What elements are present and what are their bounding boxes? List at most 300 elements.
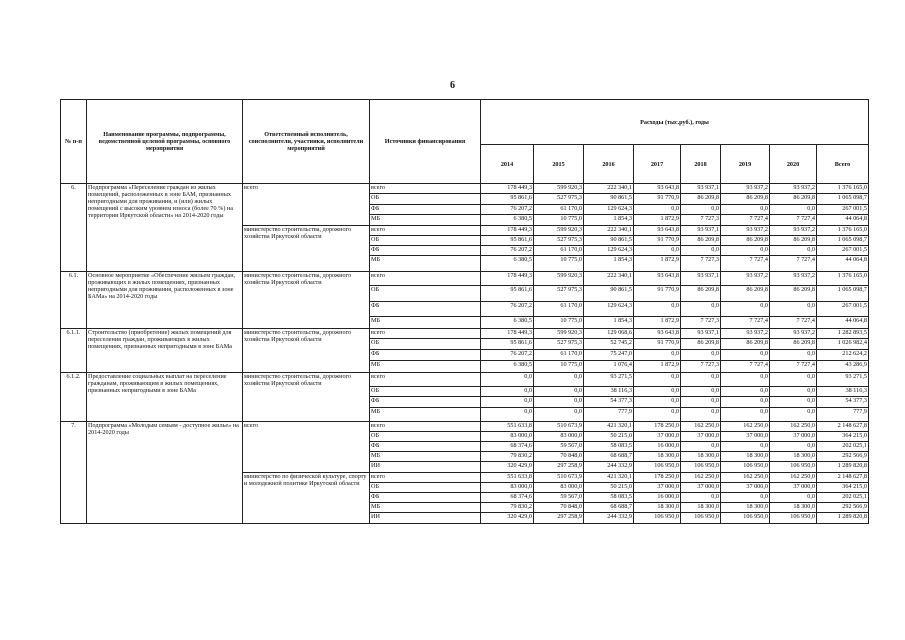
- amount-cell: 37 000,0: [770, 432, 817, 442]
- funding-source: МБ: [370, 256, 481, 272]
- amount-cell: 93 937,1: [681, 272, 721, 286]
- header-year: 2018: [681, 145, 721, 184]
- amount-cell: 86 209,8: [721, 286, 770, 302]
- program-name: Предоставление социальных выплат на переселение гражданам, проживающим в жилых помещениях, признанных непригодными в зоне БАМа: [87, 373, 243, 422]
- amount-cell: 93 937,2: [721, 329, 770, 339]
- amount-cell: 37 000,0: [634, 432, 681, 442]
- amount-cell: 68 374,6: [481, 493, 534, 503]
- header-year: 2016: [584, 145, 634, 184]
- amount-cell: 178 449,3: [481, 226, 534, 236]
- amount-cell: 0,0: [681, 397, 721, 408]
- amount-cell: 86 209,8: [770, 236, 817, 246]
- total-cell: 1 026 982,4: [817, 339, 869, 350]
- amount-cell: 83 000,0: [534, 483, 584, 493]
- amount-cell: 106 950,0: [721, 513, 770, 524]
- amount-cell: 50 215,0: [584, 432, 634, 442]
- total-cell: 2 148 627,8: [817, 422, 869, 432]
- header-expenses: Расходы (тыс.руб.), годы: [481, 100, 869, 145]
- amount-cell: 59 567,0: [534, 493, 584, 503]
- amount-cell: 162 250,0: [770, 422, 817, 432]
- total-cell: 202 025,1: [817, 493, 869, 503]
- amount-cell: 551 633,8: [481, 422, 534, 432]
- amount-cell: 6 380,5: [481, 256, 534, 272]
- table-row: [61, 184, 869, 194]
- amount-cell: 244 332,9: [584, 462, 634, 473]
- amount-cell: 79 830,2: [481, 452, 534, 462]
- amount-cell: 90 861,5: [584, 236, 634, 246]
- amount-cell: 86 209,8: [770, 339, 817, 350]
- header-year: 2015: [534, 145, 584, 184]
- funding-source: МБ: [370, 317, 481, 329]
- amount-cell: 510 673,9: [534, 473, 584, 483]
- funding-source: МБ: [370, 452, 481, 462]
- amount-cell: 10 775,0: [534, 215, 584, 226]
- amount-cell: 18 300,0: [634, 452, 681, 462]
- amount-cell: 95 861,6: [481, 286, 534, 302]
- program-name: Основное мероприятие «Обеспечение жильем граждан, проживающих в жилых помещениях, признанных непригодными для проживания, расположенных в зоне БАМа» на 2014-2020 годы: [87, 272, 243, 329]
- table-body: [61, 184, 869, 524]
- amount-cell: 106 950,0: [681, 513, 721, 524]
- amount-cell: 222 340,1: [584, 272, 634, 286]
- funding-source: МБ: [370, 361, 481, 373]
- amount-cell: 91 770,9: [634, 286, 681, 302]
- amount-cell: 86 209,8: [721, 194, 770, 205]
- amount-cell: 599 920,3: [534, 329, 584, 339]
- amount-cell: 0,0: [721, 302, 770, 317]
- amount-cell: 0,0: [634, 387, 681, 397]
- amount-cell: 68 374,6: [481, 442, 534, 452]
- amount-cell: 1 872,9: [634, 361, 681, 373]
- amount-cell: 527 975,3: [534, 339, 584, 350]
- total-cell: 1 065 098,7: [817, 236, 869, 246]
- page-number: 6: [450, 80, 455, 91]
- amount-cell: 0,0: [481, 408, 534, 422]
- executor: министерство строительства, дорожного хозяйства Иркутской области: [243, 226, 370, 272]
- header-source: Источники финансирования: [370, 100, 481, 184]
- amount-cell: 129 624,3: [584, 302, 634, 317]
- amount-cell: 95 861,6: [481, 236, 534, 246]
- total-cell: 93 271,5: [817, 373, 869, 387]
- amount-cell: 93 937,1: [681, 226, 721, 236]
- executor: всего: [243, 422, 370, 473]
- amount-cell: 0,0: [481, 387, 534, 397]
- amount-cell: 599 920,3: [534, 272, 584, 286]
- amount-cell: 0,0: [770, 373, 817, 387]
- amount-cell: 83 000,0: [481, 483, 534, 493]
- amount-cell: 0,0: [770, 493, 817, 503]
- header-year: 2020: [770, 145, 817, 184]
- amount-cell: 162 250,0: [721, 473, 770, 483]
- total-cell: 43 286,9: [817, 361, 869, 373]
- funding-source: ИИ: [370, 513, 481, 524]
- amount-cell: 86 209,8: [721, 236, 770, 246]
- amount-cell: 297 258,9: [534, 462, 584, 473]
- amount-cell: 527 975,3: [534, 236, 584, 246]
- amount-cell: 0,0: [634, 350, 681, 361]
- amount-cell: 91 770,9: [634, 236, 681, 246]
- total-cell: 54 377,3: [817, 397, 869, 408]
- amount-cell: 90 861,5: [584, 194, 634, 205]
- amount-cell: 6 380,5: [481, 317, 534, 329]
- amount-cell: 0,0: [721, 408, 770, 422]
- amount-cell: 0,0: [681, 442, 721, 452]
- amount-cell: 0,0: [721, 442, 770, 452]
- amount-cell: 599 920,3: [534, 226, 584, 236]
- amount-cell: 76 207,2: [481, 350, 534, 361]
- amount-cell: 37 000,0: [770, 483, 817, 493]
- executor: министерство строительства, дорожного хозяйства Иркутской области: [243, 373, 370, 422]
- funding-source: ФБ: [370, 442, 481, 452]
- funding-source: ФБ: [370, 397, 481, 408]
- amount-cell: 7 727,4: [721, 317, 770, 329]
- funding-source: ОБ: [370, 483, 481, 493]
- amount-cell: 0,0: [634, 408, 681, 422]
- amount-cell: 106 950,0: [770, 462, 817, 473]
- amount-cell: 86 209,8: [770, 286, 817, 302]
- row-number: 7.: [61, 422, 87, 524]
- amount-cell: 10 775,0: [534, 361, 584, 373]
- amount-cell: 106 950,0: [634, 462, 681, 473]
- amount-cell: 58 083,5: [584, 493, 634, 503]
- amount-cell: 0,0: [634, 205, 681, 215]
- amount-cell: 7 727,4: [770, 256, 817, 272]
- funding-source: ОБ: [370, 194, 481, 205]
- program-name: Подпрограмма «Молодым семьям - доступное жилье» на 2014-2020 годы: [87, 422, 243, 524]
- amount-cell: 6 380,5: [481, 215, 534, 226]
- amount-cell: 91 770,9: [634, 194, 681, 205]
- amount-cell: 37 000,0: [721, 483, 770, 493]
- amount-cell: 79 830,2: [481, 503, 534, 513]
- funding-source: ОБ: [370, 432, 481, 442]
- total-cell: 1 376 165,0: [817, 226, 869, 236]
- executor: министерство строительства, дорожного хозяйства Иркутской области: [243, 329, 370, 373]
- total-cell: 1 289 820,8: [817, 462, 869, 473]
- amount-cell: 83 000,0: [481, 432, 534, 442]
- amount-cell: 162 250,0: [770, 473, 817, 483]
- amount-cell: 86 209,8: [681, 339, 721, 350]
- amount-cell: 86 209,8: [721, 339, 770, 350]
- header-name: Наименование программы, подпрограммы, ведомственной целевой программы, основного мероприятия: [87, 100, 243, 184]
- amount-cell: 83 000,0: [534, 432, 584, 442]
- amount-cell: 93 937,1: [681, 184, 721, 194]
- amount-cell: 0,0: [770, 408, 817, 422]
- total-cell: 1 065 098,7: [817, 194, 869, 205]
- amount-cell: 599 920,3: [534, 184, 584, 194]
- amount-cell: 16 000,0: [634, 442, 681, 452]
- funding-source: ФБ: [370, 493, 481, 503]
- amount-cell: 93 643,8: [634, 272, 681, 286]
- amount-cell: 37 000,0: [681, 483, 721, 493]
- amount-cell: 76 207,2: [481, 205, 534, 215]
- amount-cell: 37 000,0: [634, 483, 681, 493]
- amount-cell: 0,0: [481, 373, 534, 387]
- amount-cell: 178 449,3: [481, 329, 534, 339]
- funding-source: всего: [370, 422, 481, 432]
- funding-source: всего: [370, 226, 481, 236]
- amount-cell: 0,0: [721, 205, 770, 215]
- table-row: [61, 373, 869, 387]
- amount-cell: 527 975,3: [534, 194, 584, 205]
- amount-cell: 7 727,3: [681, 361, 721, 373]
- amount-cell: 93 937,2: [721, 184, 770, 194]
- amount-cell: 0,0: [721, 493, 770, 503]
- amount-cell: 0,0: [770, 246, 817, 256]
- executor: министерство строительства, дорожного хозяйства Иркутской области: [243, 272, 370, 329]
- table-row: [61, 272, 869, 286]
- header-executor: Ответственный исполнитель, соисполнители, участники, исполнители мероприятий: [243, 100, 370, 184]
- amount-cell: 0,0: [534, 387, 584, 397]
- amount-cell: 0,0: [534, 397, 584, 408]
- total-cell: 267 001,5: [817, 205, 869, 215]
- amount-cell: 7 727,4: [770, 215, 817, 226]
- amount-cell: 0,0: [681, 205, 721, 215]
- amount-cell: 1 872,9: [634, 215, 681, 226]
- amount-cell: 90 861,5: [584, 286, 634, 302]
- amount-cell: 129 068,6: [584, 329, 634, 339]
- row-number: 6.1.1.: [61, 329, 87, 373]
- amount-cell: 178 250,0: [634, 422, 681, 432]
- amount-cell: 7 727,4: [770, 317, 817, 329]
- amount-cell: 93 937,2: [721, 272, 770, 286]
- funding-source: МБ: [370, 215, 481, 226]
- amount-cell: 0,0: [721, 373, 770, 387]
- amount-cell: 0,0: [681, 246, 721, 256]
- amount-cell: 61 170,0: [534, 246, 584, 256]
- amount-cell: 86 209,8: [770, 194, 817, 205]
- funding-source: всего: [370, 473, 481, 483]
- amount-cell: 222 340,1: [584, 184, 634, 194]
- funding-source: ОБ: [370, 236, 481, 246]
- amount-cell: 1 872,9: [634, 256, 681, 272]
- amount-cell: 6 380,5: [481, 361, 534, 373]
- amount-cell: 0,0: [534, 373, 584, 387]
- amount-cell: 0,0: [770, 350, 817, 361]
- amount-cell: 50 215,0: [584, 483, 634, 493]
- funding-source: ФБ: [370, 350, 481, 361]
- amount-cell: 0,0: [770, 205, 817, 215]
- amount-cell: 129 624,3: [584, 205, 634, 215]
- amount-cell: 93 937,2: [770, 272, 817, 286]
- amount-cell: 61 170,0: [534, 205, 584, 215]
- amount-cell: 178 449,3: [481, 272, 534, 286]
- funding-source: всего: [370, 272, 481, 286]
- funding-source: ФБ: [370, 302, 481, 317]
- amount-cell: 0,0: [770, 397, 817, 408]
- total-cell: 267 001,5: [817, 302, 869, 317]
- total-cell: 38 116,3: [817, 387, 869, 397]
- amount-cell: 70 848,0: [534, 452, 584, 462]
- funding-source: ОБ: [370, 387, 481, 397]
- amount-cell: 129 624,3: [584, 246, 634, 256]
- amount-cell: 95 861,6: [481, 339, 534, 350]
- amount-cell: 0,0: [721, 387, 770, 397]
- total-cell: 1 376 165,0: [817, 272, 869, 286]
- amount-cell: 18 300,0: [681, 452, 721, 462]
- amount-cell: 76 207,2: [481, 246, 534, 256]
- amount-cell: 93 937,2: [770, 226, 817, 236]
- amount-cell: 16 000,0: [634, 493, 681, 503]
- header-year: 2014: [481, 145, 534, 184]
- amount-cell: 86 209,8: [681, 194, 721, 205]
- header-year: 2019: [721, 145, 770, 184]
- amount-cell: 0,0: [770, 442, 817, 452]
- amount-cell: 52 745,2: [584, 339, 634, 350]
- amount-cell: 777,9: [584, 408, 634, 422]
- amount-cell: 59 567,0: [534, 442, 584, 452]
- amount-cell: 93 937,2: [721, 226, 770, 236]
- amount-cell: 1 854,3: [584, 215, 634, 226]
- total-cell: 1 282 893,5: [817, 329, 869, 339]
- amount-cell: 297 258,9: [534, 513, 584, 524]
- total-cell: 292 566,9: [817, 503, 869, 513]
- amount-cell: 18 300,0: [770, 452, 817, 462]
- amount-cell: 7 727,3: [681, 317, 721, 329]
- amount-cell: 93 271,5: [584, 373, 634, 387]
- amount-cell: 0,0: [681, 387, 721, 397]
- amount-cell: 162 250,0: [681, 422, 721, 432]
- total-cell: 1 289 820,8: [817, 513, 869, 524]
- amount-cell: 551 633,8: [481, 473, 534, 483]
- total-cell: 44 064,8: [817, 215, 869, 226]
- budget-table: [60, 99, 869, 524]
- amount-cell: 10 775,0: [534, 317, 584, 329]
- funding-source: всего: [370, 329, 481, 339]
- amount-cell: 0,0: [721, 246, 770, 256]
- header-total: Всего: [817, 145, 869, 184]
- total-cell: 202 025,1: [817, 442, 869, 452]
- amount-cell: 61 170,0: [534, 302, 584, 317]
- funding-source: ОБ: [370, 286, 481, 302]
- amount-cell: 0,0: [681, 373, 721, 387]
- amount-cell: 1 872,9: [634, 317, 681, 329]
- amount-cell: 222 340,1: [584, 226, 634, 236]
- total-cell: 1 376 165,0: [817, 184, 869, 194]
- amount-cell: 95 861,6: [481, 194, 534, 205]
- amount-cell: 37 000,0: [681, 432, 721, 442]
- amount-cell: 1 076,4: [584, 361, 634, 373]
- amount-cell: 75 247,0: [584, 350, 634, 361]
- table-row: [61, 329, 869, 339]
- amount-cell: 93 643,8: [634, 329, 681, 339]
- table-row: [61, 422, 869, 432]
- amount-cell: 244 332,9: [584, 513, 634, 524]
- amount-cell: 0,0: [634, 373, 681, 387]
- program-name: Подпрограмма «Переселение граждан из жилых помещений, расположенных в зоне БАМ, признанных непригодными для проживания, и (или) жилых помещений с высоким уровнем износа (более 70 %) на территории Иркутской области» на 2014-2020 годы: [87, 184, 243, 272]
- executor: министерство по физической культуре, спорту и молодежной политике Иркутской области: [243, 473, 370, 524]
- amount-cell: 106 950,0: [770, 513, 817, 524]
- amount-cell: 54 377,3: [584, 397, 634, 408]
- amount-cell: 106 950,0: [721, 462, 770, 473]
- amount-cell: 61 170,0: [534, 350, 584, 361]
- amount-cell: 0,0: [721, 397, 770, 408]
- total-cell: 1 065 098,7: [817, 286, 869, 302]
- amount-cell: 7 727,3: [681, 256, 721, 272]
- total-cell: 44 064,8: [817, 317, 869, 329]
- amount-cell: 320 429,0: [481, 462, 534, 473]
- amount-cell: 0,0: [681, 350, 721, 361]
- row-number: 6.: [61, 184, 87, 272]
- amount-cell: 86 209,8: [681, 236, 721, 246]
- amount-cell: 0,0: [634, 246, 681, 256]
- row-number: 6.1.2.: [61, 373, 87, 422]
- executor: всего: [243, 184, 370, 226]
- amount-cell: 10 775,0: [534, 256, 584, 272]
- total-cell: 212 624,2: [817, 350, 869, 361]
- amount-cell: 0,0: [681, 493, 721, 503]
- program-name: Строительство (приобретение) жилых помещений для переселения граждан, проживающих в жилых помещениях, признанных непригодными в зоне БАМа: [87, 329, 243, 373]
- amount-cell: 93 643,8: [634, 226, 681, 236]
- total-cell: 267 001,5: [817, 246, 869, 256]
- amount-cell: 93 937,1: [681, 329, 721, 339]
- funding-source: всего: [370, 184, 481, 194]
- amount-cell: 0,0: [770, 387, 817, 397]
- funding-source: ИИ: [370, 462, 481, 473]
- total-cell: 2 148 627,8: [817, 473, 869, 483]
- amount-cell: 37 000,0: [721, 432, 770, 442]
- amount-cell: 93 937,2: [770, 184, 817, 194]
- amount-cell: 7 727,4: [721, 256, 770, 272]
- header-num: № п-п: [61, 100, 87, 184]
- amount-cell: 70 848,0: [534, 503, 584, 513]
- amount-cell: 58 083,5: [584, 442, 634, 452]
- amount-cell: 1 854,3: [584, 317, 634, 329]
- funding-source: ОБ: [370, 339, 481, 350]
- amount-cell: 18 300,0: [721, 503, 770, 513]
- header-year: 2017: [634, 145, 681, 184]
- amount-cell: 7 727,3: [681, 215, 721, 226]
- amount-cell: 178 250,0: [634, 473, 681, 483]
- amount-cell: 68 688,7: [584, 452, 634, 462]
- amount-cell: 86 209,8: [681, 286, 721, 302]
- amount-cell: 68 688,7: [584, 503, 634, 513]
- amount-cell: 0,0: [681, 408, 721, 422]
- funding-source: ФБ: [370, 205, 481, 215]
- total-cell: 44 064,8: [817, 256, 869, 272]
- amount-cell: 162 250,0: [721, 422, 770, 432]
- amount-cell: 0,0: [721, 350, 770, 361]
- amount-cell: 7 727,4: [721, 215, 770, 226]
- amount-cell: 1 854,3: [584, 256, 634, 272]
- amount-cell: 93 937,2: [770, 329, 817, 339]
- amount-cell: 320 429,0: [481, 513, 534, 524]
- amount-cell: 18 300,0: [770, 503, 817, 513]
- amount-cell: 0,0: [534, 408, 584, 422]
- amount-cell: 106 950,0: [634, 513, 681, 524]
- amount-cell: 0,0: [770, 302, 817, 317]
- amount-cell: 7 727,4: [721, 361, 770, 373]
- amount-cell: 421 320,1: [584, 473, 634, 483]
- amount-cell: 91 770,9: [634, 339, 681, 350]
- total-cell: 777,9: [817, 408, 869, 422]
- amount-cell: 38 116,3: [584, 387, 634, 397]
- row-number: 6.1.: [61, 272, 87, 329]
- funding-source: МБ: [370, 408, 481, 422]
- amount-cell: 178 449,3: [481, 184, 534, 194]
- total-cell: 364 215,0: [817, 432, 869, 442]
- amount-cell: 106 950,0: [681, 462, 721, 473]
- funding-source: МБ: [370, 503, 481, 513]
- amount-cell: 0,0: [634, 397, 681, 408]
- amount-cell: 162 250,0: [681, 473, 721, 483]
- total-cell: 364 215,0: [817, 483, 869, 493]
- amount-cell: 18 300,0: [634, 503, 681, 513]
- amount-cell: 76 207,2: [481, 302, 534, 317]
- amount-cell: 0,0: [634, 302, 681, 317]
- amount-cell: 7 727,4: [770, 361, 817, 373]
- funding-source: всего: [370, 373, 481, 387]
- amount-cell: 0,0: [681, 302, 721, 317]
- amount-cell: 18 300,0: [721, 452, 770, 462]
